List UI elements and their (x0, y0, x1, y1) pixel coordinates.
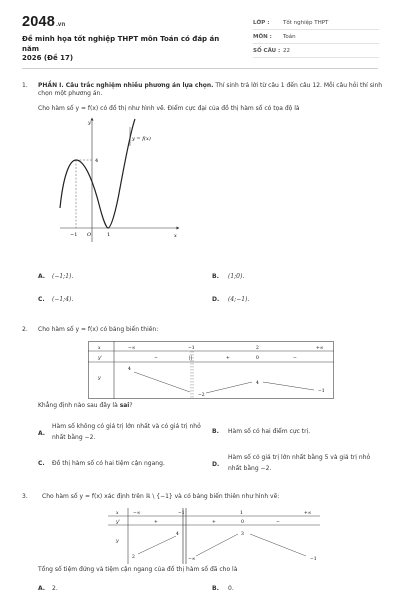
q2-option-a-letter[interactable]: A. (38, 430, 46, 437)
function-curve (60, 119, 135, 228)
q2-option-c-text[interactable]: Đồ thị hàm số có hai tiệm cận ngang. (52, 460, 165, 467)
svg-text:+: + (212, 520, 216, 525)
question-1-graph (50, 116, 185, 246)
svg-text:+: + (226, 356, 230, 361)
question-3-number: 3. (22, 493, 28, 500)
curve-label: y = f(x) (132, 136, 151, 142)
svg-text:+∞: +∞ (316, 346, 324, 351)
svg-text:−1: −1 (178, 511, 185, 516)
origin-label: O (87, 232, 92, 238)
y-axis-label: y (88, 120, 91, 126)
svg-text:y: y (116, 539, 119, 544)
meta-subject-row: MÔN : Toán (253, 30, 379, 44)
tick-1: 1 (107, 232, 111, 238)
q2-option-d-letter[interactable]: D. (212, 461, 220, 468)
svg-text:−: − (276, 520, 280, 525)
q1-option-c-letter[interactable]: C. (38, 296, 45, 303)
header-left (22, 14, 237, 64)
svg-text:−1: −1 (318, 389, 325, 394)
question-1-part-heading: PHẦN I. Câu trắc nghiệm nhiều phương án lựa chọn. Thí sinh trả lời từ câu 1 đến câu 12. Mỗi câu hỏi thí sinh chọn một phương án. (38, 82, 383, 97)
svg-text:1: 1 (240, 511, 243, 516)
q2-option-c-letter[interactable]: C. (38, 460, 45, 467)
q1-option-a-text[interactable]: (−1;1). (52, 273, 74, 280)
svg-text:+∞: +∞ (304, 511, 312, 516)
q1-option-d-text[interactable]: (4;−1). (228, 296, 250, 303)
q3-option-b-text[interactable]: 0. (228, 585, 234, 592)
question-1-number: 1. (22, 82, 28, 89)
site-logo[interactable]: 2048.vn (22, 14, 66, 30)
svg-text:x: x (98, 346, 101, 351)
svg-text:y': y' (98, 356, 102, 361)
svg-text:2: 2 (132, 555, 135, 560)
question-3-stem: Cho hàm số y = f(x) xác định trên ℝ \ {−1} và có bảng biến thiên như hình vẽ: (42, 493, 280, 500)
question-3-variation-table (108, 508, 320, 564)
svg-text:−: − (154, 356, 158, 361)
svg-text:−∞: −∞ (188, 557, 196, 562)
header-divider (22, 68, 378, 69)
meta-info (253, 16, 379, 58)
q1-option-c-text[interactable]: (−1;4). (52, 296, 74, 303)
q3-option-b-letter[interactable]: B. (212, 585, 219, 592)
svg-text:2: 2 (256, 346, 259, 351)
title-line-2: 2026 (Đề 17) (22, 54, 74, 62)
title-line-1: Đề minh họa tốt nghiệp THPT môn Toán có đáp án năm (22, 35, 220, 53)
svg-text:−: − (293, 356, 297, 361)
q1-option-b-text[interactable]: (1;0). (228, 273, 245, 280)
question-2-stem: Cho hàm số y = f(x) có bảng biến thiên: (38, 326, 159, 333)
q2-option-a-text[interactable]: Hàm số không có giá trị lớn nhất và có giá trị nhỏ nhất bằng −2. (52, 423, 201, 441)
meta-class-row: LỚP : Tốt nghiệp THPT (253, 16, 379, 30)
q3-option-a-text[interactable]: 2. (52, 585, 58, 592)
svg-text:4: 4 (176, 532, 179, 537)
q2-option-b-text[interactable]: Hàm số có hai điểm cực trị. (228, 428, 311, 435)
question-1-stem: Cho hàm số y = f(x) có đồ thị như hình vẽ. Điểm cực đại của đồ thị hàm số có tọa độ là (38, 105, 300, 112)
svg-text:−1: −1 (188, 346, 195, 351)
meta-count-row: SỐ CÂU : 22 (253, 44, 379, 58)
svg-text:4: 4 (128, 367, 131, 372)
svg-text:+: + (154, 520, 158, 525)
svg-text:y': y' (116, 520, 120, 525)
q2-option-b-letter[interactable]: B. (212, 428, 219, 435)
q1-option-a-letter[interactable]: A. (38, 273, 46, 280)
svg-text:0: 0 (241, 520, 244, 525)
question-2-question: Khẳng định nào sau đây là sai? (38, 402, 133, 409)
question-2-number: 2. (22, 326, 28, 333)
question-3-question: Tổng số tiệm đứng và tiệm cận ngang của đồ thị hàm số đã cho là (38, 566, 238, 573)
svg-text:−2: −2 (198, 393, 205, 398)
x-axis-label: x (174, 233, 177, 239)
svg-text:−∞: −∞ (128, 346, 136, 351)
q2-option-d-text[interactable]: Hàm số có giá trị lớn nhất bằng 5 và giá trị nhỏ nhất bằng −2. (228, 454, 371, 472)
document-title (22, 35, 237, 64)
svg-text:3: 3 (241, 532, 244, 537)
tick-4: 4 (95, 158, 99, 164)
svg-text:−∞: −∞ (133, 511, 141, 516)
svg-text:||: || (189, 356, 193, 361)
svg-text:0: 0 (256, 356, 259, 361)
svg-text:y: y (98, 376, 101, 381)
q1-option-d-letter[interactable]: D. (212, 296, 220, 303)
question-2-variation-table (88, 341, 334, 399)
svg-text:4: 4 (256, 381, 259, 386)
q1-option-b-letter[interactable]: B. (212, 273, 219, 280)
svg-text:−1: −1 (310, 557, 317, 562)
q3-option-a-letter[interactable]: A. (38, 585, 46, 592)
tick-minus-1: −1 (70, 232, 78, 238)
svg-text:x: x (116, 511, 119, 516)
